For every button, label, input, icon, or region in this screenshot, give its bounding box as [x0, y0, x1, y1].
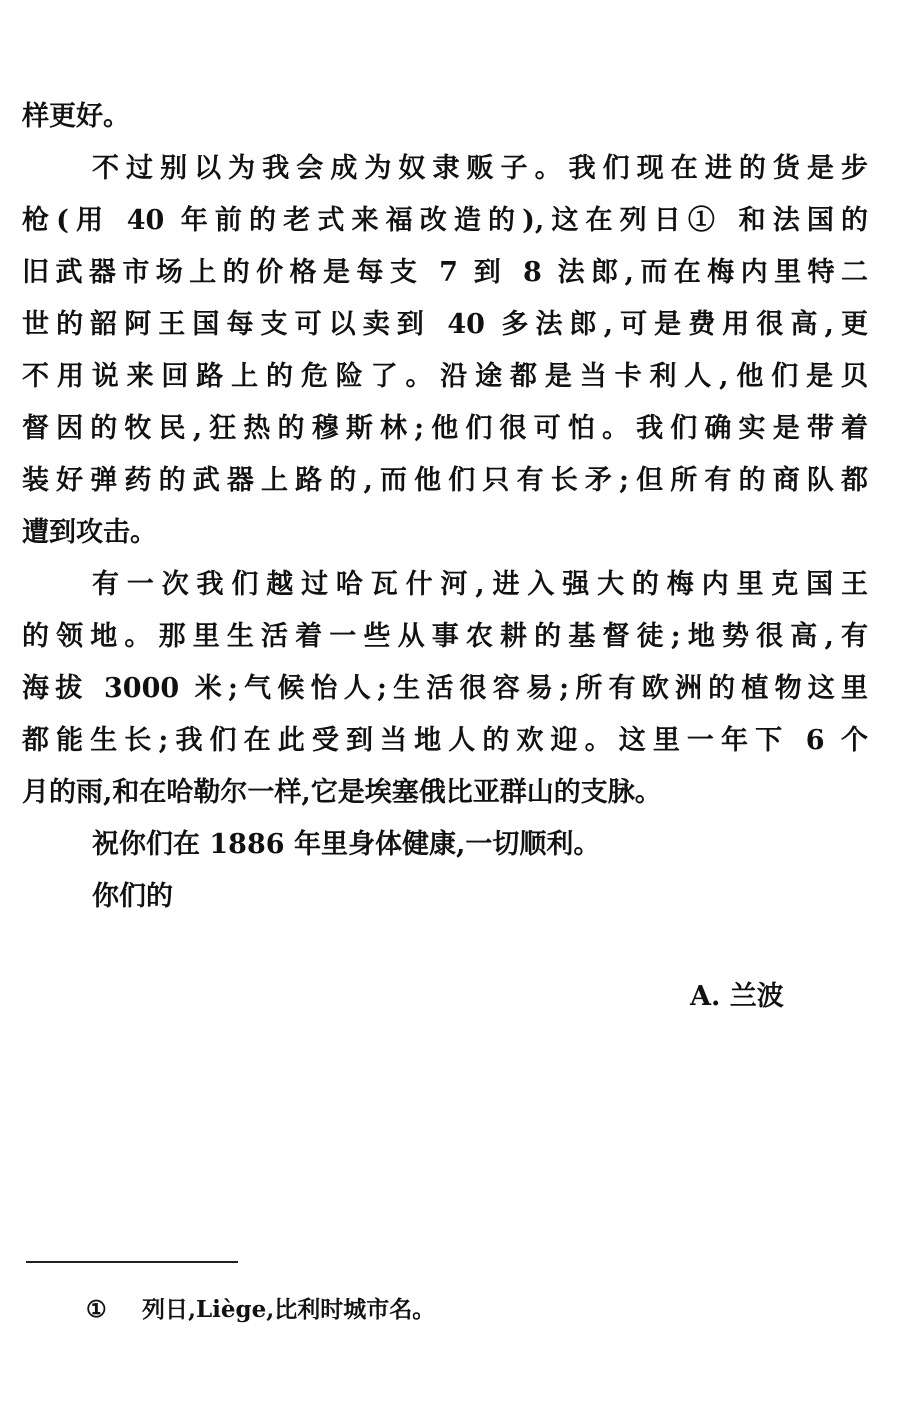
text-line-12: 海拔 3000 米;气候怡人;生活很容易;所有欧洲的植物这里: [22, 673, 868, 704]
footnote-text: 列日,Liège,比利时城市名。: [142, 1296, 436, 1323]
text-line-9: 遭到攻击。: [22, 517, 157, 548]
text-line-16: 你们的: [92, 881, 173, 912]
text-line-7: 督因的牧民,狂热的穆斯林;他们很可怕。我们确实是带着: [22, 413, 868, 444]
footnote-marker: ①: [86, 1296, 107, 1323]
text-line-2: 不过别以为我会成为奴隶贩子。我们现在进的货是步: [92, 153, 868, 184]
text-line-4: 旧武器市场上的价格是每支 7 到 8 法郎,而在梅内里特二: [22, 257, 868, 288]
footnote-divider: [26, 1261, 238, 1263]
text-line-13: 都能生长;我们在此受到当地人的欢迎。这里一年下 6 个: [22, 725, 868, 756]
text-line-5: 世的韶阿王国每支可以卖到 40 多法郎,可是费用很高,更: [22, 309, 868, 340]
text-line-11: 的领地。那里生活着一些从事农耕的基督徒;地势很高,有: [22, 621, 868, 652]
text-line-15: 祝你们在 1886 年里身体健康,一切顺利。: [92, 829, 601, 860]
text-line-8: 装好弹药的武器上路的,而他们只有长矛;但所有的商队都: [22, 465, 868, 496]
text-line-14: 月的雨,和在哈勒尔一样,它是埃塞俄比亚群山的支脉。: [22, 777, 662, 808]
footnote: [86, 1293, 435, 1327]
text-line-6: 不用说来回路上的危险了。沿途都是当卡利人,他们是贝: [22, 361, 868, 392]
text-line-1: 样更好。: [22, 101, 130, 132]
text-line-3: 枪(用 40 年前的老式来福改造的),这在列日① 和法国的: [22, 205, 868, 236]
text-line-10: 有一次我们越过哈瓦什河,进入强大的梅内里克国王: [92, 569, 868, 600]
signature: A. 兰波: [690, 981, 784, 1012]
